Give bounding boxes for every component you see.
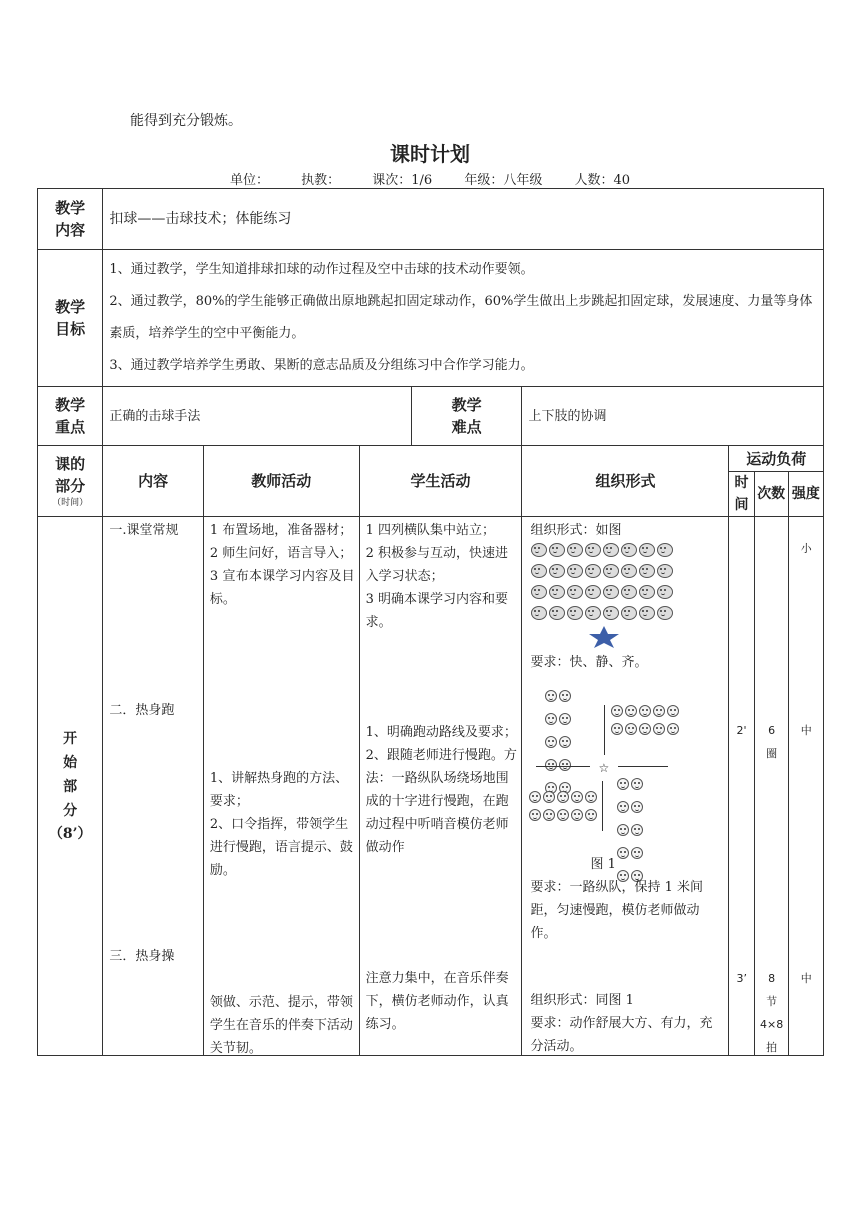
start-section-row xyxy=(38,517,824,1056)
org-text: 要求：一路纵队，保持 1 米间距，匀速慢跑，模仿老师做动作。 xyxy=(530,880,703,941)
formation-top-right xyxy=(610,705,710,741)
teacher-column xyxy=(203,517,359,1056)
time-value: 3’ xyxy=(736,972,747,985)
header-row-1 xyxy=(38,446,824,472)
teacher-activity: 领做、示范、提示，带领学生在音乐的伴奏下活动关节韧。 xyxy=(209,995,353,1056)
intensity-column xyxy=(788,517,823,1056)
center-star-icon: ☆ xyxy=(598,761,610,775)
goal-item: 1、通过教学，学生知道排球扣球的动作过程及空中击球的技术动作要领。 xyxy=(109,262,534,277)
content-column xyxy=(103,517,204,1056)
content-item: 一.课堂常规 xyxy=(109,523,179,538)
header-student: 学生活动 xyxy=(359,446,522,517)
info-unit: 单位： xyxy=(229,173,269,188)
formation-bottom-right xyxy=(616,775,650,890)
lead-text: 能得到充分锻炼。 xyxy=(130,113,242,129)
count-value: 8 节 4×8 拍 xyxy=(760,972,784,1054)
section-name: 开始部分 （8’） xyxy=(38,517,103,1056)
time-column xyxy=(729,517,754,1056)
formation-four-rows xyxy=(530,542,674,626)
count-value: 6 圈 xyxy=(766,724,778,760)
org-text: 组织形式：同图 1 xyxy=(530,993,634,1008)
header-intensity: 强度 xyxy=(788,472,823,517)
goals-list xyxy=(103,250,824,387)
cross-formation-diagram xyxy=(522,687,728,857)
star-icon xyxy=(587,626,621,648)
header-part: 课的 部分 （时间） xyxy=(38,446,103,517)
student-column xyxy=(359,517,522,1056)
lesson-info xyxy=(0,169,860,188)
intensity-value: 中 xyxy=(800,972,812,985)
goal-item: 3、通过教学培养学生勇敢、果断的意志品质及分组练习中合作学习能力。 xyxy=(109,358,534,373)
content-item: 二．热身跑 xyxy=(109,703,175,718)
content-row xyxy=(38,189,824,250)
org-text: 要求：快、静、齐。 xyxy=(530,655,648,670)
intensity-value: 中 xyxy=(800,724,812,737)
content-label: 教学 内容 xyxy=(38,189,103,250)
focus-row xyxy=(38,387,824,446)
header-content: 内容 xyxy=(103,446,204,517)
intensity-value: 小 xyxy=(800,542,812,555)
content-value: 扣球——击球技术；体能练习 xyxy=(103,189,824,250)
count-column xyxy=(754,517,788,1056)
teacher-activity: 1、讲解热身跑的方法、要求； 2、口令指挥，带领学生进行慢跑，语言提示、鼓励。 xyxy=(209,771,353,878)
focus-label: 教学 重点 xyxy=(38,387,103,446)
page-title: 课时计划 xyxy=(390,142,470,166)
student-activity: 1 四列横队集中站立； 2 积极参与互动，快速进入学习状态； 3 明确本课学习内容和要求。 xyxy=(365,523,509,630)
goal-item: 2、通过教学，80%的学生能够正确做出原地跳起扣固定球动作，60%学生做出上步跳起扣固定球，发展速度、力量等身体素质，培养学生的空中平衡能力。 xyxy=(109,294,813,341)
student-activity: 1、明确跑动路线及要求； 2、跟随老师进行慢跑。方法：一路纵队场绕场地围成的十字进行慢跑，在跑动过程中听哨音模仿老师做动作 xyxy=(365,725,517,855)
info-lesson: 课次：1/6 xyxy=(372,173,433,188)
info-grade: 年级：八年级 xyxy=(464,173,543,188)
goals-row xyxy=(38,250,824,387)
focus-value: 正确的击球手法 xyxy=(103,387,412,446)
info-count: 人数：40 xyxy=(574,173,631,188)
lesson-plan-table xyxy=(37,188,824,1056)
header-teacher: 教师活动 xyxy=(203,446,359,517)
org-text: 组织形式：如图 xyxy=(530,523,622,538)
teacher-activity: 1 布置场地，准备器材； 2 师生问好，语言导入； 3 宣布本课学习内容及目标。 xyxy=(209,523,355,607)
formation-top-left xyxy=(544,687,578,802)
info-teacher: 执教： xyxy=(301,173,341,188)
difficulty-value: 上下肢的协调 xyxy=(522,387,824,446)
figure-caption: 图 1 xyxy=(590,857,616,872)
org-text: 要求：动作舒展大方、有力，充分活动。 xyxy=(530,1016,713,1054)
content-item: 三．热身操 xyxy=(109,949,175,964)
header-load: 运动负荷 xyxy=(729,446,824,472)
org-column xyxy=(522,517,729,1056)
time-value: 2' xyxy=(736,724,747,737)
header-org: 组织形式 xyxy=(522,446,729,517)
goals-label: 教学 目标 xyxy=(38,250,103,387)
difficulty-label: 教学 难点 xyxy=(411,387,522,446)
student-activity: 注意力集中，在音乐伴奏下，横仿老师动作，认真练习。 xyxy=(365,971,509,1032)
header-time: 时间 xyxy=(729,472,754,517)
header-count: 次数 xyxy=(754,472,788,517)
formation-bottom-left xyxy=(528,791,608,827)
